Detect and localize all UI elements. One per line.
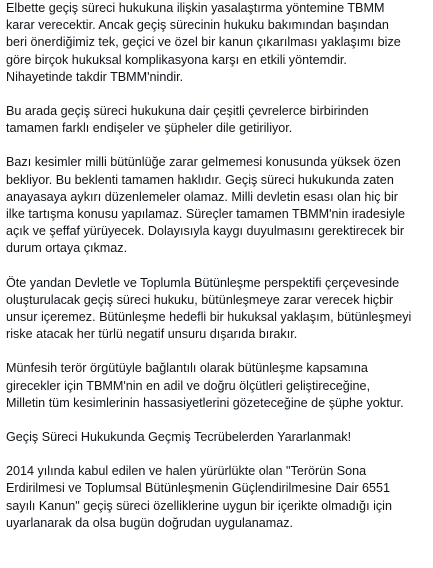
post-paragraph: Münfesih terör örgütüyle bağlantılı olarak bütünleşme kapsamına girecekler için TBMM'nin en adil ve doğru ölçütleri geliştireceğine, Milletin tüm kesimlerinin hassasiyetlerini gözeteceğine de şüphe yoktur. <box>6 361 404 410</box>
post-paragraph: 2014 yılında kabul edilen ve halen yürürlükte olan "Terörün Sona Erdirilmesi ve Toplumsal Bütünleşmenin Güçlendirilmesine Dair 6551 sayılı Kanun" geçiş süreci özelliklerine uygun bir içerikte olmadığı için uyarlanarak da olsa bugün doğrudan uygulanamaz. <box>6 464 392 530</box>
post-paragraph: Bu arada geçiş süreci hukukuna dair çeşitli çevrelerce birbirinden tamamen farklı endişeler ve şüpheler dile getiriliyor. <box>6 104 369 136</box>
post-heading-line: Geçiş Süreci Hukukunda Geçmiş Tecrübelerden Yararlanmak! <box>6 430 352 445</box>
post-paragraph: Bazı kesimler milli bütünlüğe zarar gelmemesi konusunda yüksek özen bekliyor. Bu beklenti tamamen haklıdır. Geçiş süreci hukukunda zaten anayasaya aykırı düzenlemeler olamaz. Milli devletin esası olan hiç bir ilke tartışma konusu yapılamaz. Süreçler tamamen TBMM'nin iradesiyle açık ve şeffaf yürüyecek. Dolayısıyla kaygı duyulmasını gerektirecek bir durum ortaya çıkmaz. <box>6 155 406 256</box>
post-paragraph: Öte yandan Devletle ve Toplumla Bütünleşme perspektifi çerçevesinde oluşturulacak geçiş süreci hukuku, bütünleşmeye zarar verecek hiçbir unsur içeremez. Bütünleşme hedefli bir hukuksal yaklaşım, bütünleşmeyi riske atacak her türlü negatif unsuru dışarıda bırakır. <box>6 275 412 342</box>
post-paragraph: Elbette geçiş süreci hukukuna ilişkin yasalaştırma yöntemine TBMM karar verecektir. Ancak geçiş sürecinin hukuku bakımından başından beri önerdiğimiz tek, geçici ve özel bir kanun çıkarılması yaklaşımı bize göre birçok hukuksal komplikasyona karşı en etkili yöntemdir. Nihayetinde takdir TBMM'nindir. <box>6 1 401 84</box>
